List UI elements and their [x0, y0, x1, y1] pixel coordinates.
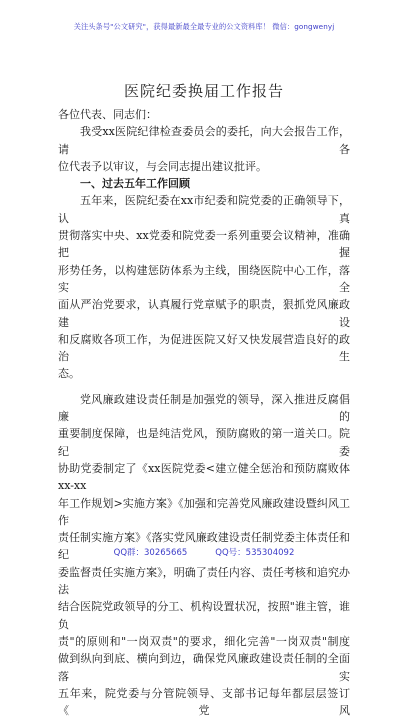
footer-contact [0, 546, 408, 558]
paragraph-line: 和反腐败各项工作，为促进医院又好又快发展营造良好的政治生 [58, 332, 350, 364]
paragraph-line: 年工作规划>实施方案》《加强和完善党风廉政建设暨纠风工作 [58, 496, 350, 527]
header-watermark-note: 关注头条号"公文研究"，获得最新最全最专业的公文资料库！ 微信：gongwenyj [73, 22, 335, 31]
section-heading: 一、过去五年工作回顾 [80, 177, 190, 191]
paragraph-line: 责"的原则和"一岗双责"的要求，细化完善"一岗双责"制度 [58, 634, 350, 648]
paragraph-line: 态。 [58, 367, 80, 381]
paragraph-line: 五年来，院党委与分管院领导、支部书记每年都层层签订《党风 [58, 686, 350, 718]
paragraph-line: 面从严治党要求，认真履行党章赋予的职责，狠抓党风廉政建设 [58, 298, 350, 329]
document-body [58, 106, 350, 719]
paragraph-line: 五年来，医院纪委在xx市纪委和院党委的正确领导下，认真 [58, 194, 350, 225]
paragraph-line: 协助党委制定了《xx医院党委<建立健全惩治和预防腐败体xx-xx [58, 461, 350, 493]
document-title: 医院纪委换届工作报告 [123, 82, 284, 100]
paragraph-line: 形势任务，以构建惩防体系为主线，围绕医院中心工作，落实全 [58, 263, 350, 294]
salutation: 各位代表、同志们： [58, 108, 157, 121]
paragraph-line: 做到纵向到底、横向到边，确保党风廉政建设责任制的全面落实 [58, 652, 350, 683]
paragraph-gap [58, 383, 350, 391]
intro-line: 位代表予以审议，与会同志提出建议批评。 [58, 159, 267, 173]
paragraph-line: 结合医院党政领导的分工、机构设置状况，按照"谁主管，谁负 [58, 600, 350, 631]
paragraph-line: 委监督责任实施方案》，明确了责任内容、责任考核和追究办法 [58, 565, 350, 597]
paragraph-line: 党风廉政建设责任制是加强党的领导，深入推进反腐倡廉的 [58, 392, 350, 424]
footer-qq-group: QQ群：30265665 [113, 548, 188, 558]
paragraph-line: 重要制度保障，也是纯洁党风，预防腐败的第一道关口。院纪委 [58, 427, 350, 458]
footer-qq: QQ号：535304092 [215, 548, 295, 558]
intro-line: 我受xx医院纪律检查委员会的委托，向大会报告工作，请各 [58, 125, 350, 156]
paragraph-line: 责任制实施方案》《落实党风廉政建设责任制党委主体责任和纪 [58, 531, 350, 562]
paragraph-line: 贯彻落实中央、xx党委和院党委一系列重要会议精神，准确把握 [58, 229, 350, 260]
